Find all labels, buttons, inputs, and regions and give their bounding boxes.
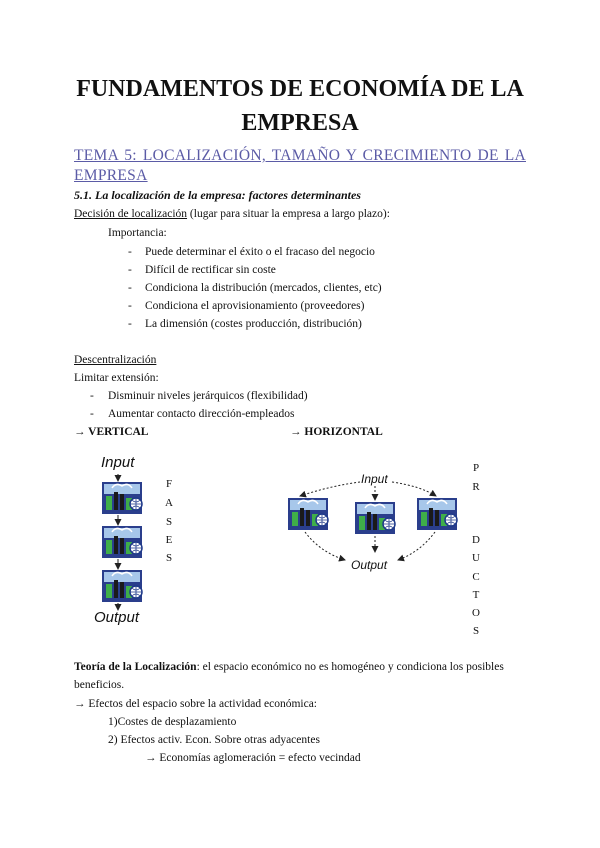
efectos-item: 2) Efectos activ. Econ. Sobre otras adyacentes bbox=[108, 734, 320, 746]
factory-icon bbox=[355, 502, 395, 534]
efectos-item: 1)Costes de desplazamiento bbox=[108, 716, 237, 728]
factory-icon bbox=[288, 498, 328, 530]
list-item: La dimensión (costes producción, distribución) bbox=[145, 318, 362, 330]
productos-letter: S bbox=[472, 625, 480, 637]
dash: - bbox=[128, 282, 132, 294]
list-item: Difícil de rectificar sin coste bbox=[145, 264, 276, 276]
list-item: Condiciona la distribución (mercados, clientes, etc) bbox=[145, 282, 382, 294]
horizontal-label: → HORIZONTAL bbox=[290, 426, 383, 438]
arrow-line bbox=[392, 482, 436, 496]
dash: - bbox=[128, 264, 132, 276]
importancia-label: Importancia: bbox=[108, 227, 167, 239]
arrow-line bbox=[398, 532, 435, 560]
dash: - bbox=[128, 246, 132, 258]
limitar-label: Limitar extensión: bbox=[74, 372, 159, 384]
decision-line bbox=[74, 208, 390, 220]
descentralizacion-heading: Descentralización bbox=[74, 354, 157, 366]
fases-letter: A bbox=[165, 497, 173, 509]
fases-letter: F bbox=[165, 478, 173, 490]
dash: - bbox=[128, 318, 132, 330]
arrow-line bbox=[300, 482, 360, 496]
horizontal-output-label: Output bbox=[351, 558, 388, 572]
list-item: Condiciona el aprovisionamiento (proveedores) bbox=[145, 300, 365, 312]
fases-letter: S bbox=[165, 516, 173, 528]
doc-title-line1: FUNDAMENTOS DE ECONOMÍA DE LA bbox=[76, 76, 524, 102]
productos-letter: R bbox=[472, 481, 480, 493]
list-item: Puede determinar el éxito o el fracaso del negocio bbox=[145, 246, 375, 258]
productos-letter: O bbox=[472, 607, 480, 619]
teoria-rest: : el espacio económico no es homogéneo y condiciona los posibles bbox=[196, 661, 504, 673]
productos-letter: U bbox=[472, 552, 480, 564]
efectos-item: → Economías aglomeración = efecto vecindad bbox=[145, 752, 361, 764]
productos-letter: P bbox=[472, 462, 480, 474]
arrow-line bbox=[305, 532, 345, 560]
fases-letter: S bbox=[165, 552, 173, 564]
horizontal-input-label: Input bbox=[361, 472, 388, 486]
vertical-output-label: Output bbox=[94, 609, 140, 626]
productos-letter: D bbox=[472, 534, 480, 546]
list-item: Aumentar contacto dirección-empleados bbox=[108, 408, 295, 420]
dash: - bbox=[90, 390, 94, 402]
list-item: Disminuir niveles jerárquicos (flexibilidad) bbox=[108, 390, 308, 402]
section-heading: 5.1. La localización de la empresa: factores determinantes bbox=[74, 188, 361, 202]
dash: - bbox=[128, 300, 132, 312]
factory-icon bbox=[417, 498, 457, 530]
factory-icon bbox=[102, 570, 142, 602]
teoria-line2: beneficios. bbox=[74, 679, 125, 691]
teoria-line bbox=[74, 661, 504, 673]
efectos-line: → Efectos del espacio sobre la actividad económica: bbox=[74, 698, 317, 710]
factory-icon bbox=[102, 482, 142, 514]
factory-icon bbox=[102, 526, 142, 558]
dash: - bbox=[90, 408, 94, 420]
vertical-input-label: Input bbox=[101, 454, 135, 471]
localization-diagram bbox=[0, 440, 600, 650]
vertical-label: → VERTICAL bbox=[74, 426, 149, 438]
fases-letter: E bbox=[165, 534, 173, 546]
decision-label: Decisión de localización bbox=[74, 208, 188, 220]
decision-rest: (lugar para situar la empresa a largo plazo): bbox=[187, 208, 390, 220]
teoria-bold: Teoría de la Localización bbox=[74, 661, 197, 673]
productos-letter: C bbox=[472, 571, 480, 583]
doc-title-line2: EMPRESA bbox=[241, 110, 359, 136]
tema-heading: TEMA 5: LOCALIZACIÓN, TAMAÑO Y CRECIMIENTO DE LA EMPRESA bbox=[74, 147, 526, 184]
productos-letter: T bbox=[472, 589, 480, 601]
